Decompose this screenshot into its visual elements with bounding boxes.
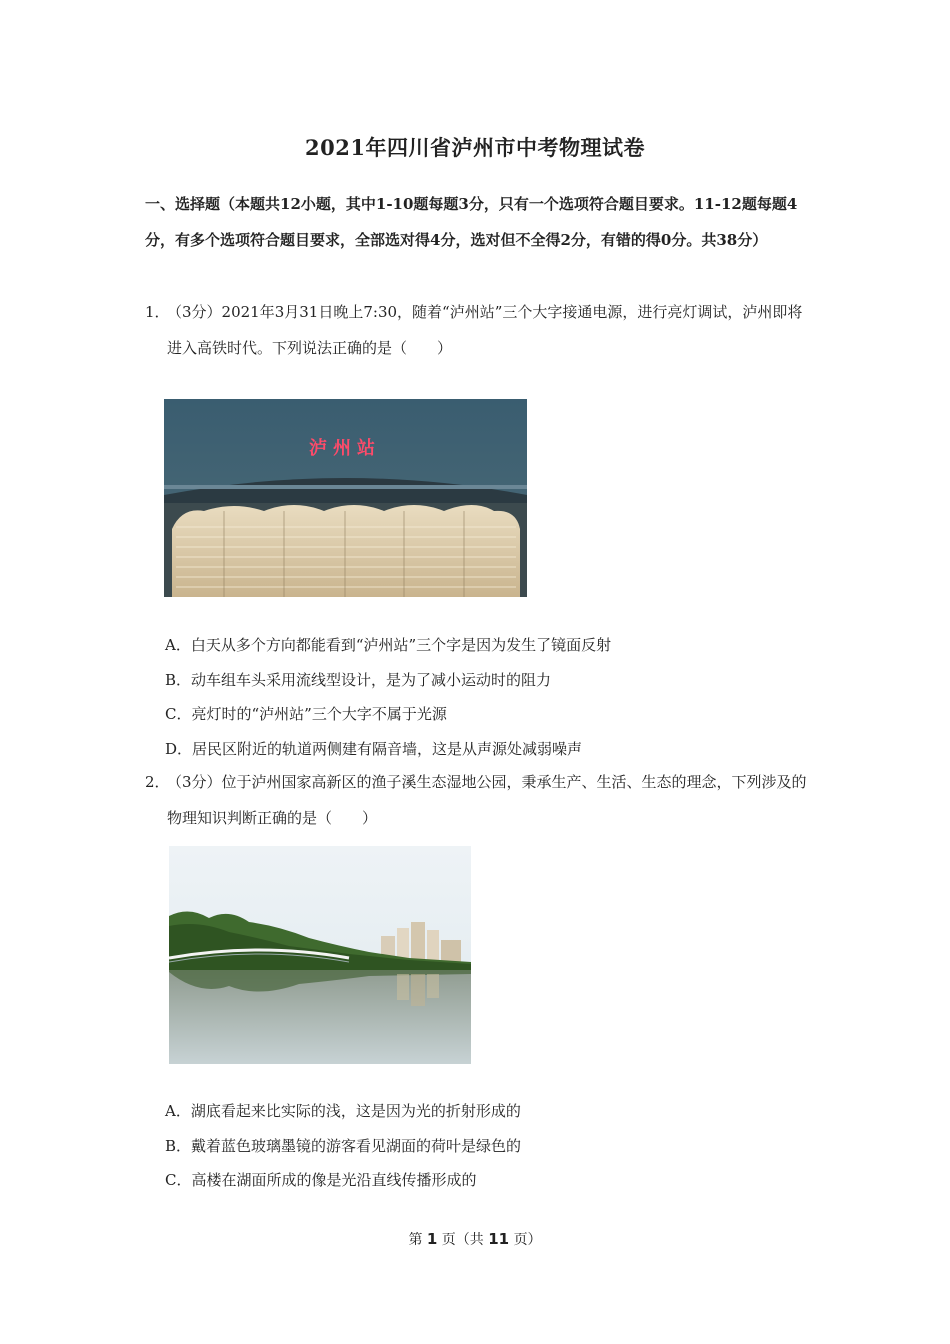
wetland-photo <box>169 846 471 1064</box>
option-c: C．高楼在湖面所成的像是光沿直线传播形成的 <box>165 1171 477 1189</box>
section-heading: 一、选择题（本题共12小题，其中1-10题每题3分，只有一个选项符合题目要求。11-12题每题4分，有多个选项符合题目要求，全部选对得4分，选对但不全得2分，有错的得0分。共38分） <box>145 195 798 249</box>
option-b: B．戴着蓝色玻璃墨镜的游客看见湖面的荷叶是绿色的 <box>165 1137 522 1155</box>
option-a: A．湖底看起来比实际的浅，这是因为光的折射形成的 <box>165 1102 521 1120</box>
option-a: A．白天从多个方向都能看到“泸州站”三个字是因为发生了镜面反射 <box>165 636 612 654</box>
question-number: 2． <box>145 773 170 791</box>
footer-total-pages: 11 <box>488 1230 510 1248</box>
footer-prefix: 第 <box>408 1232 423 1248</box>
option-b: B．动车组车头采用流线型设计，是为了减小运动时的阻力 <box>165 671 552 689</box>
footer-middle: 页（共 <box>441 1232 484 1248</box>
footer-suffix: 页） <box>513 1232 542 1248</box>
option-c: C．亮灯时的“泸州站”三个大字不属于光源 <box>165 705 447 723</box>
question-number: 1． <box>145 303 170 321</box>
option-d: D．居民区附近的轨道两侧建有隔音墙，这是从声源处减弱噪声 <box>165 740 583 758</box>
station-photo <box>164 399 527 597</box>
question-1 <box>145 294 810 366</box>
footer-page-number: 1 <box>426 1230 438 1248</box>
page-title: 2021年四川省泸州市中考物理试卷 <box>305 135 645 160</box>
station-sign-text: 泸州站 <box>309 438 381 459</box>
question-2 <box>145 764 810 836</box>
question-stem: （3分）2021年3月31日晚上7:30，随着“泸州站”三个大字接通电源，进行亮灯调试，泸州即将进入高铁时代。下列说法正确的是（ ） <box>167 303 803 357</box>
page-footer <box>0 1229 950 1249</box>
question-stem: （3分）位于泸州国家高新区的渔子溪生态湿地公园，秉承生产、生活、生态的理念，下列涉及的物理知识判断正确的是（ ） <box>167 773 807 827</box>
